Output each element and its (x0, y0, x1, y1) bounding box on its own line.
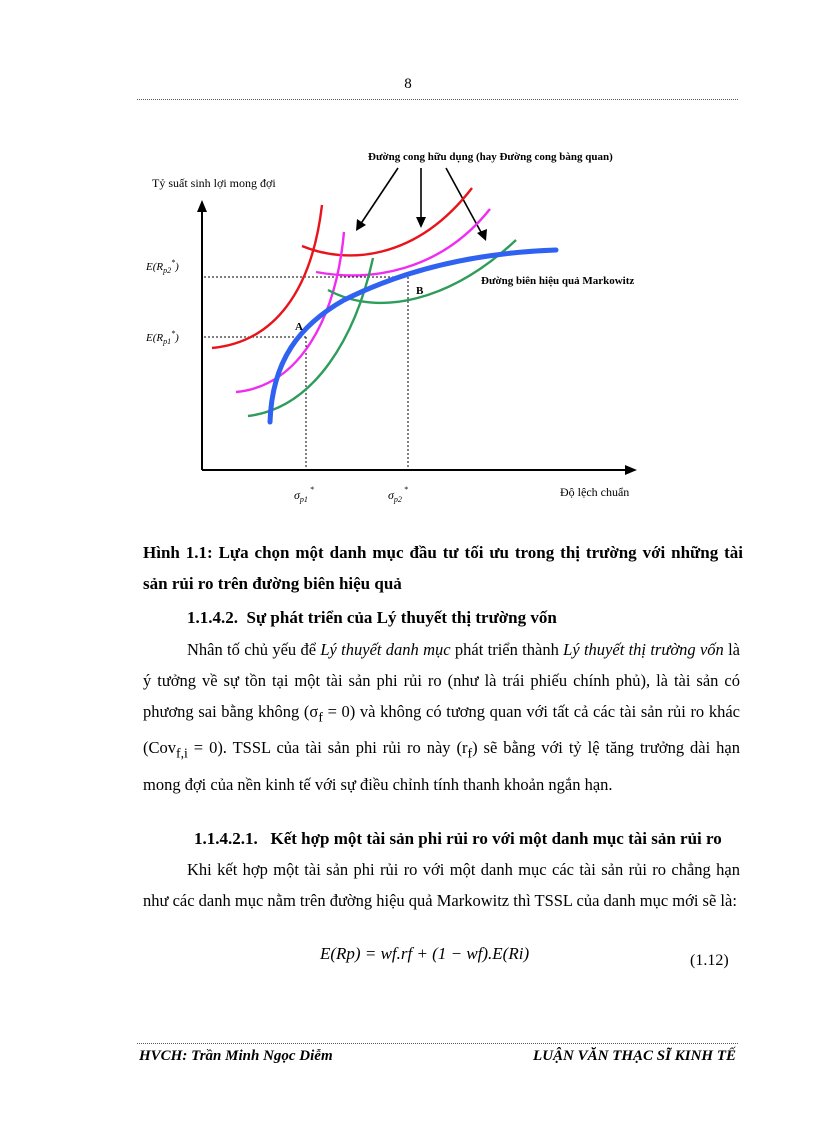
footer-title: LUẬN VĂN THẠC SĨ KINH TẾ (533, 1048, 736, 1064)
utility-curves-label: Đường cong hữu dụng (hay Đường cong bàng quan) (368, 151, 613, 163)
figure-caption: Hình 1.1: Lựa chọn một danh mục đầu tư tối ưu trong thị trường với những tài sản rủi ro trên đường biên hiệu quả (143, 543, 743, 593)
figure-chart (0, 0, 816, 520)
section-heading (187, 608, 557, 628)
y-axis-arrowhead (197, 200, 207, 212)
point-a-label: A (295, 321, 303, 333)
x-axis-arrowhead (625, 465, 637, 475)
subsection-heading (194, 829, 722, 849)
x-tick-p1: $\sigma_{p1}^*$ (294, 485, 314, 504)
section-number: 1.1.4.2. (187, 608, 238, 627)
point-b-label: B (416, 285, 424, 297)
pointer-arrow-1 (360, 168, 398, 225)
x-axis-label: Độ lệch chuẩn (560, 485, 630, 499)
paragraph-1: Nhân tố chủ yếu để Lý thuyết danh mục phát triển thành Lý thuyết thị trường vốn là ý tưởng về sự tồn tại một tài sản phi rủi ro (như là trái phiếu chính phủ), là tài sản có phương sai bằng không $(\sigma_f = 0)$ và không có tương quan với tất cả các tài sản rủi ro khác (Cov$_{f,i}$ = 0). TSSL của tài sản phi rủi ro này $(r_f)$ sẽ bằng với tỷ lệ tăng trưởng dài hạn mong đợi của nền kinh tế với sự điều chỉnh tính thanh khoản ngắn hạn. (143, 640, 740, 794)
subsection-title: Kết hợp một tài sản phi rủi ro với một danh mục tài sản rủi ro (270, 829, 722, 848)
pointer-arrow-2-head (416, 217, 426, 228)
x-tick-p2: $\sigma_{p2}^*$ (388, 485, 408, 504)
pointer-arrow-3-head (477, 229, 487, 241)
utility-curve-green-1 (248, 258, 373, 416)
page-number: 8 (404, 76, 412, 92)
pointer-arrow-1-head (356, 219, 366, 231)
equation-formula: E(Rp) = wf.rf + (1 − wf).E(Ri) (320, 944, 530, 963)
footer-rule (137, 1043, 738, 1044)
equation-number: (1.12) (690, 952, 729, 969)
y-axis-label: Tỷ suất sinh lợi mong đợi (152, 176, 276, 190)
footer-author: HVCH: Trần Minh Ngọc Diễm (139, 1048, 333, 1064)
utility-curve-red-2 (302, 188, 472, 255)
paragraph-2: Khi kết hợp một tài sản phi rủi ro với một danh mục các tài sản rủi ro chẳng hạn như các danh mục nằm trên đường hiệu quả Markowitz thì TSSL của danh mục mới sẽ là: (143, 860, 740, 910)
y-tick-p2: $E(R_{p2}^*)$ (146, 258, 179, 275)
frontier-label: Đường biên hiệu quả Markowitz (481, 275, 635, 287)
section-title: Sự phát triển của Lý thuyết thị trường vốn (246, 608, 557, 627)
y-tick-p1: $E(R_{p1}^*)$ (146, 329, 179, 346)
subsection-number: 1.1.4.2.1. (194, 829, 258, 848)
